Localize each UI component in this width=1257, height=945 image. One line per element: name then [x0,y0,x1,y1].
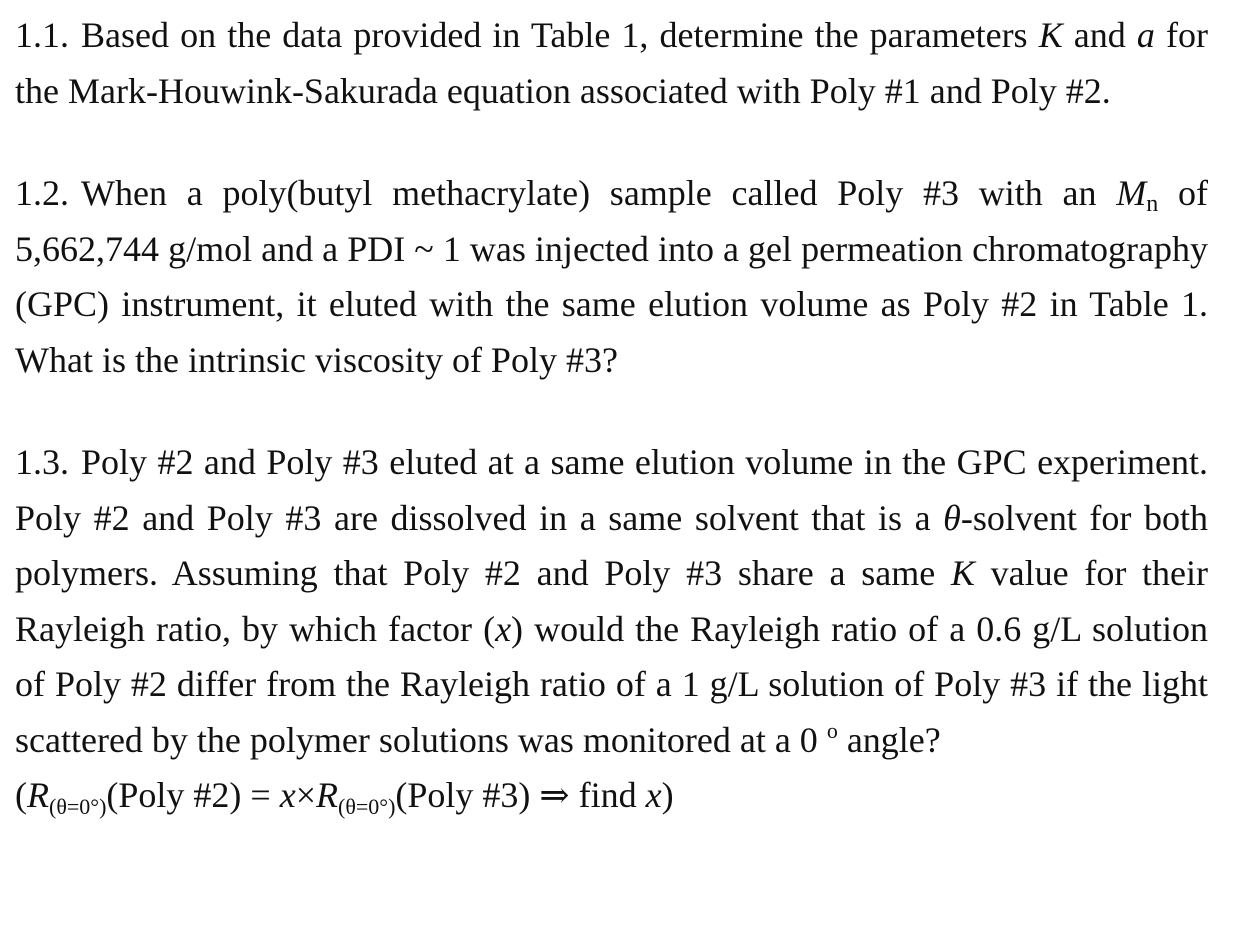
question-text: ) would the Rayleigh ratio of a 0.6 g/L solution of Poly #2 differ from the Rayleigh ratio of a 1 g/L solution of Poly #3 if the light scattered by the polymer solutions was monitored at a 0 [15,608,1208,760]
formula-paren-close: ) [661,775,674,815]
formula-text: (Poly #2) = [106,775,280,815]
symbol-r: R [316,775,339,815]
question-1-1 [15,8,1208,119]
degree-symbol: o [826,717,838,743]
symbol-x: x [279,775,296,815]
question-text: for the Mark-Houwink-Sakurada equation associated with Poly #1 and Poly #2. [15,15,1208,111]
question-number: 1.1. [15,15,69,55]
question-text: and [1062,15,1137,55]
formula-subscript-theta: (θ=0°) [338,794,396,819]
question-text: of 5,662,744 g/mol and a PDI ~ 1 was injected into a gel permeation chromatography (GPC) instrument, it eluted with the same elution volume as Poly #2 in Table 1. What is the intrinsic viscosity of Poly #3? [15,173,1208,380]
question-number: 1.3. [15,442,69,482]
question-text: -solvent for both polymers. Assuming that Poly #2 and Poly #3 share a same [15,497,1208,593]
question-1-2 [15,166,1208,388]
times-symbol: × [295,775,317,815]
symbol-a: a [1136,15,1155,55]
rayleigh-formula [15,768,1208,824]
symbol-x: x [495,608,512,649]
question-text: Based on the data provided in Table 1, determine the parameters [81,15,1039,55]
symbol-theta: θ [943,497,961,538]
formula-paren-open: ( [15,775,27,815]
question-text: value for their Rayleigh ratio, by which factor ( [15,553,1209,649]
formula-text: (Poly #3) ⇒ find [395,775,646,815]
symbol-k: K [1038,15,1063,55]
symbol-mn: M [1116,173,1147,213]
question-1-3 [15,435,1208,768]
question-text: angle? [837,719,941,760]
question-text: Poly #2 and Poly #3 eluted at a same elution volume in the GPC experiment. Poly #2 and Poly #3 are dissolved in a same solvent that is a [15,442,1208,538]
formula-subscript-theta: (θ=0°) [49,794,107,819]
question-number: 1.2. [15,173,69,213]
symbol-x: x [645,775,662,815]
symbol-r: R [27,775,49,815]
question-text: When a poly(butyl methacrylate) sample called Poly #3 with an [81,173,1117,213]
document-page [15,8,1208,824]
subscript-n: n [1146,191,1159,217]
symbol-k: K [950,553,975,593]
